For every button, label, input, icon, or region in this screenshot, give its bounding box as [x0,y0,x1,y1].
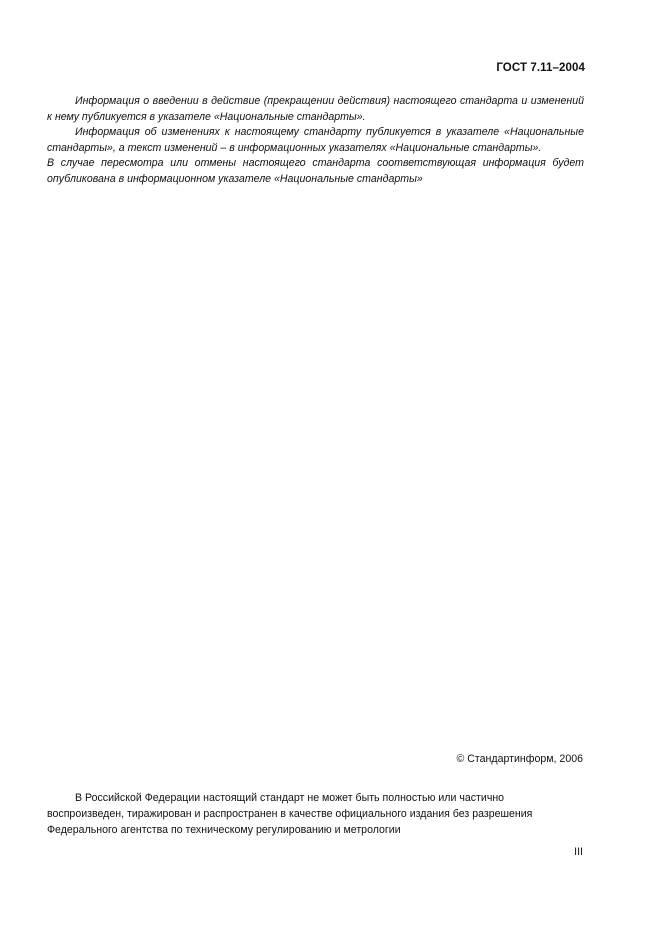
document-code-header: ГОСТ 7.11–2004 [496,62,585,74]
page-number: III [574,846,583,858]
info-paragraph-amendments: Информация об изменениях к настоящему стандарту публикуется в указателе «Национальные стандарты», а текст изменений – в информационных указателях «Национальные стандарты». [47,126,584,154]
legal-notice-block [47,790,584,838]
legal-notice-text: В Российской Федерации настоящий стандарт не может быть полностью или частично воспроизведен, тиражирован и распространен в качестве официального издания без разрешения Федерального агентства по техническому регулированию и метрологии [47,792,533,836]
copyright-notice: © Стандартинформ, 2006 [456,753,583,765]
publication-info-block [47,94,584,188]
info-paragraph-introduction: Информация о введении в действие (прекращении действия) настоящего стандарта и изменений к нему публикуется в указателе «Национальные стандарты». [47,95,584,123]
info-paragraph-revision: В случае пересмотра или отмены настоящего стандарта соответствующая информация будет опубликована в информационном указателе «Национальные стандарты» [47,157,584,185]
